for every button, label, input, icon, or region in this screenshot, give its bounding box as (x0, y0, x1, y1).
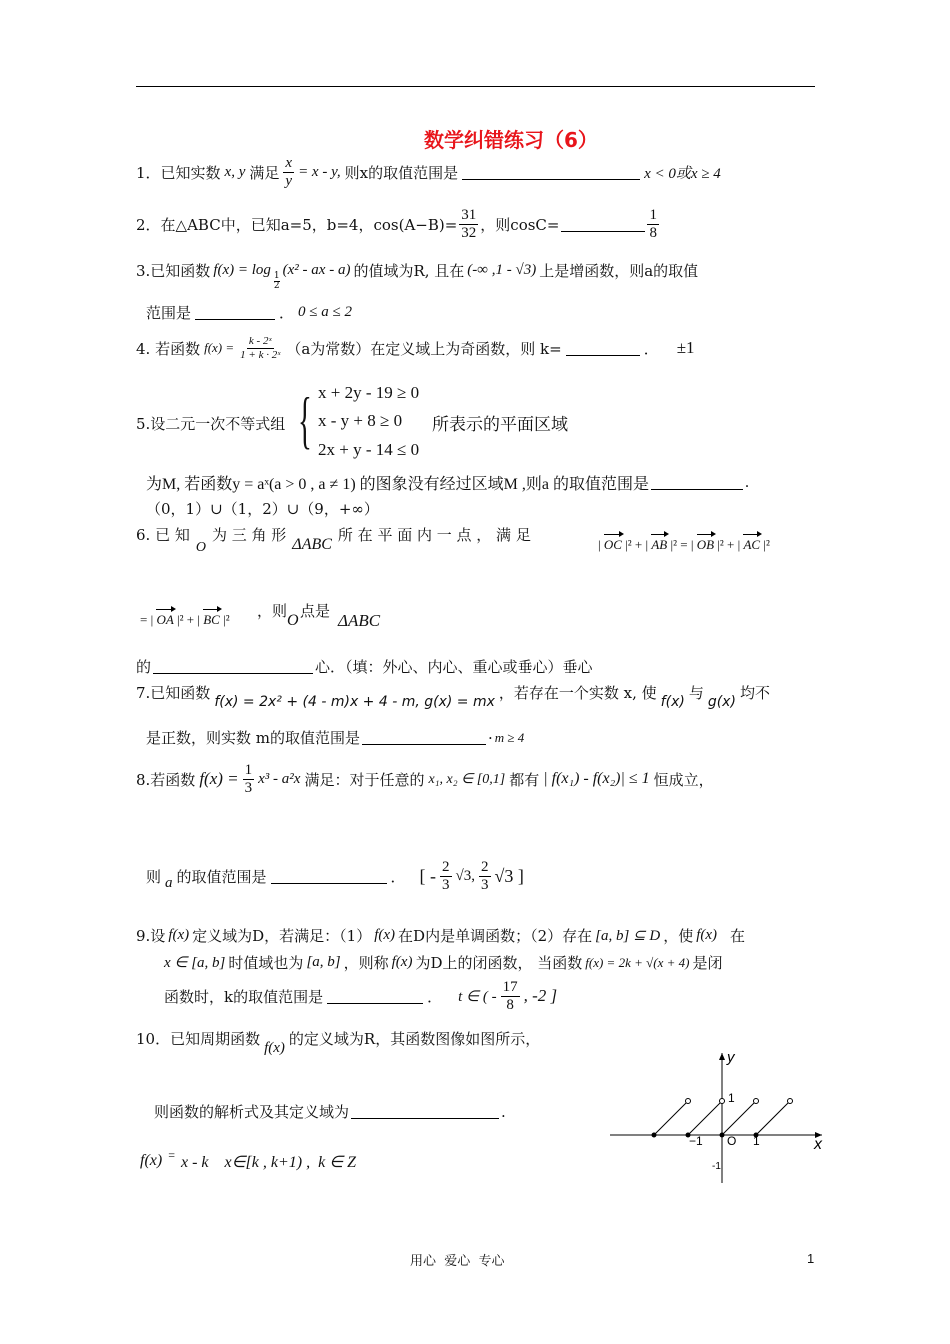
question-3-line2 (146, 302, 352, 323)
q9-answer-post: , -2 ] (523, 986, 558, 1005)
question-8 (136, 758, 714, 800)
q9-answer-pre: t ∈ ( - (458, 988, 497, 1005)
q7-dot: · (488, 728, 493, 747)
question-9-line2 (164, 952, 722, 973)
q2-blank[interactable] (561, 217, 645, 232)
q6-tri: ΔABC (292, 536, 332, 553)
q9-l2a: x ∈ [a, b] (164, 955, 226, 971)
q3-func: f(x) = log (213, 261, 271, 278)
origin-label: O (727, 1134, 737, 1148)
segment-end-circle-2 (720, 1099, 725, 1104)
q8-fraction (243, 762, 255, 797)
vec-ab: AB (651, 537, 668, 552)
q8-tail: 恒成立， (653, 770, 714, 789)
q5-line2: 为M, 若函数y = aˣ(a > 0 , a ≠ 1) 的图象没有经过区域M ,则a 的取值范围是 (146, 476, 649, 493)
q9-ab2: [a, b] (306, 954, 341, 970)
q3-tail: 上是增函数，则a的取值 (539, 261, 699, 280)
q8-prefix: 8.若函数 (136, 770, 196, 789)
q3-line2: 范围是 (146, 304, 192, 322)
q5-tail: . (744, 473, 749, 491)
q9-f1: f(x) (168, 927, 190, 943)
q2-text: 2．在△ABC中，已知a=5，b=4，cos(A−B)= (136, 215, 458, 234)
q4-tail: ． (643, 339, 659, 358)
q7-g: g(x) (707, 694, 736, 710)
q5-ineq-2: x - y + 8 ≥ 0 (318, 411, 403, 430)
q8-ans-num-1: 2 (442, 858, 450, 875)
question-6-line3 (136, 656, 593, 677)
question-6 (136, 522, 531, 558)
q5-prefix: 5.设二元一次不等式组 (136, 415, 286, 433)
tick-neg-one-y: -1 (712, 1161, 721, 1172)
q1-answer: x < 0或x ≥ 4 (644, 165, 721, 182)
q10-f: f(x) (264, 1040, 285, 1056)
q8-func: f(x) = (199, 769, 239, 788)
question-8-line2 (146, 850, 524, 902)
question-1 (136, 152, 721, 192)
q10-line2: 则函数的解析式及其定义域为 (154, 1103, 350, 1121)
q4-answer: ±1 (676, 338, 695, 357)
graph-segment-4 (756, 1101, 790, 1135)
q4-den: 1 + k · 2ˣ (240, 348, 281, 361)
q8-num: 1 (244, 761, 253, 778)
q9-l3b: ． (427, 987, 443, 1006)
q4-blank[interactable] (566, 341, 640, 356)
question-4 (136, 330, 695, 366)
page-number: 1 (807, 1251, 815, 1266)
q10-answer-f: f(x) (140, 1152, 163, 1169)
q8-answer-mid: √3, (455, 867, 476, 884)
q9-l1d: ，使 (663, 927, 694, 945)
q7-prefix: 7.已知函数 (136, 684, 211, 702)
q7-answer: m ≥ 4 (494, 729, 525, 745)
question-9 (136, 925, 745, 946)
q3-blank[interactable] (195, 305, 275, 320)
q8-line2b: 的取值范围是 (176, 867, 267, 886)
q8-ans-den-2: 3 (481, 876, 489, 893)
q8-line2: 则 (146, 867, 162, 886)
q8-blank[interactable] (271, 869, 387, 884)
q8-answer-right: √3 ] (494, 865, 524, 886)
graph-segment-3 (722, 1101, 756, 1135)
q8-answer-left: [ - (419, 865, 437, 886)
q9-func: f(x) = 2k + √(x + 4) (585, 954, 690, 970)
segment-end-circle-3 (754, 1099, 759, 1104)
q5-ineq-3: 2x + y - 14 ≤ 0 (318, 440, 420, 459)
tick-neg-one-x: −1 (689, 1134, 703, 1148)
vec-oc: OC (603, 537, 622, 552)
q4-mid: （a为常数）在定义域上为奇函数，则 k= (286, 339, 562, 358)
q6-tri-2: ΔABC (338, 611, 381, 630)
q7-blank[interactable] (362, 730, 486, 745)
q8-a: a (165, 874, 173, 891)
tick-one-y: 1 (728, 1091, 735, 1105)
y-axis-arrow (719, 1053, 725, 1060)
q2-answer (647, 207, 659, 242)
q4-prefix: 4. 若函数 (136, 339, 201, 358)
q3-prefix: 3.已知函数 (136, 261, 211, 280)
q9-l1e: 在 (730, 927, 746, 945)
q8-mid: 满足：对于任意的 (304, 770, 425, 789)
function-graph (600, 1045, 835, 1185)
q9-l2e: 是闭 (692, 954, 723, 972)
q3-answer: 0 ≤ a ≤ 2 (298, 304, 352, 320)
q6-line3-prefix: 的 (136, 658, 152, 676)
q7-tail: 均不 (739, 684, 770, 702)
q8-ans-num-2: 2 (481, 858, 489, 875)
q10-answer-eq: = (168, 1148, 175, 1162)
q6-then: ，则 (257, 602, 288, 620)
q1-num: x (285, 154, 293, 171)
segment-end-circle-4 (788, 1099, 793, 1104)
segment-start-dot-1 (652, 1133, 657, 1138)
q5-brace: { (298, 384, 312, 455)
q1-vars: x, y (224, 163, 246, 180)
q9-l1a: 9.设 (136, 927, 166, 945)
question-9-line3 (164, 974, 557, 1018)
q9-ans-num: 17 (502, 978, 518, 995)
q1-blank[interactable] (462, 165, 640, 180)
question-5-line2 (146, 471, 749, 494)
q9-ab: [a, b] ⊆ D (595, 928, 661, 944)
graph-segment-2 (688, 1101, 722, 1135)
q3-arg: (x² - ax - a) (282, 261, 351, 278)
q4-fraction (238, 335, 282, 362)
q9-l1c: 在D内是单调函数；（2）存在 (398, 927, 593, 945)
q10-answer-row (140, 1148, 357, 1172)
q6-mid2: 所 在 平 面 内 一 点 ， 满 足 (337, 526, 531, 544)
q6-equation-1: | OC |² + | AB |² = | OB |² + | AC |² (598, 537, 770, 552)
x-axis-label: x (814, 1136, 822, 1153)
q9-l2c: ，则称 (343, 954, 389, 972)
q8-vars: x₁, x₂ ∈ [0,1] (428, 771, 506, 787)
question-10-line2 (154, 1101, 506, 1122)
q9-f2: f(x) (374, 927, 396, 943)
q3-dot: ． (279, 304, 295, 322)
q8-ans-fraction-1 (440, 859, 452, 894)
q7-mid: ，若存在一个实数 x, 使 (498, 684, 657, 702)
q3-interval: (-∞ ,1 - √3) (467, 261, 537, 278)
q7-line2: 是正数，则实数 m的取值范围是 (146, 729, 360, 747)
q5-region: 所表示的平面区域 (432, 415, 568, 434)
q3-mid: 的值域为R, 且在 (353, 261, 465, 280)
vec-ac: AC (743, 537, 761, 552)
q2-ans-num: 1 (649, 206, 657, 223)
q10-prefix: 10．已知周期函数 (136, 1030, 261, 1048)
q9-ans-fraction (501, 979, 520, 1014)
question-10 (136, 1026, 540, 1062)
q8-rest: x³ - a²x (258, 770, 301, 787)
q10-answer: x - k x∈[k , k+1) , k ∈ Z (180, 1154, 357, 1171)
y-axis-label: y (727, 1049, 735, 1066)
q9-l1b: 定义域为D，若满足：（1） (192, 927, 372, 945)
graph-segment-1 (654, 1101, 688, 1135)
q6-mid: 为 三 角 形 (211, 526, 287, 544)
header-rule (136, 86, 815, 87)
vec-bc: BC (203, 612, 220, 627)
q5-blank[interactable] (651, 475, 743, 490)
q8-ans-den-1: 3 (442, 876, 450, 893)
q7-and: 与 (688, 684, 704, 702)
segment-start-dot-3 (720, 1133, 725, 1138)
q1-prefix: 1．已知实数 (136, 163, 221, 182)
q6-o: O (195, 540, 206, 555)
footer-motto: 用心 爱心 专心 (410, 1254, 505, 1269)
q5-answer: （0，1）∪（1，2）∪（9，+∞） (146, 500, 379, 518)
q2-den: 32 (461, 224, 477, 241)
q1-den: y (285, 172, 293, 189)
q8-ineq: | f(x₁) - f(x₂)| ≤ 1 (543, 770, 650, 787)
q2-num: 31 (461, 206, 477, 223)
segment-end-circle-1 (686, 1099, 691, 1104)
q9-l2d: 为D上的闭函数， 当函数 (415, 954, 583, 972)
q5-ineq-1: x + 2y - 19 ≥ 0 (318, 383, 420, 402)
q6-o-2: O (287, 612, 299, 629)
q2-ans-den: 8 (649, 224, 657, 241)
q6-blank[interactable] (153, 659, 313, 674)
q6-equation-2: = | OA |² + | BC |² (140, 612, 230, 627)
q6-prefix: 6. 已 知 (136, 526, 190, 544)
q4-func: f(x) = (204, 340, 235, 355)
question-7-line2 (146, 727, 524, 748)
q2-tail: ，则cosC= (480, 215, 560, 234)
q8-dot: ． (390, 867, 406, 886)
q1-cond: 满足 (249, 163, 280, 182)
vec-ob: OB (696, 537, 715, 552)
q3-log-base (274, 272, 280, 291)
q8-den: 3 (244, 779, 253, 796)
q7-func: f(x) = 2x² + (4 - m)x + 4 - m, g(x) = mx (214, 694, 495, 710)
q9-f3: f(x) (696, 927, 718, 943)
q8-mid2: 都有 (509, 770, 540, 789)
page-title: 数学纠错练习（6） (424, 128, 598, 152)
vec-oa: OA (156, 612, 174, 627)
q8-ans-fraction-2 (479, 859, 491, 894)
q4-num: k - 2ˣ (248, 334, 272, 347)
q9-l3: 函数时，k的取值范围是 (164, 987, 324, 1006)
q3-base-num: 1 (273, 270, 280, 281)
q1-rhs: = x - y, (298, 163, 341, 180)
q7-f: f(x) (660, 694, 685, 710)
q9-f4: f(x) (391, 954, 413, 970)
q9-ans-den: 8 (506, 996, 514, 1013)
question-7 (136, 682, 770, 716)
question-3 (136, 255, 699, 291)
q1-fraction (283, 155, 294, 190)
q9-blank[interactable] (327, 989, 423, 1004)
q2-fraction (459, 207, 478, 242)
question-2 (136, 203, 659, 245)
q6-line3-tail: 心．（填：外心、内心、重心或垂心）垂心 (315, 658, 593, 676)
q1-tail: 则x的取值范围是 (344, 163, 459, 182)
q3-base-den: 2 (273, 280, 280, 291)
q6-point: 点是 (300, 602, 331, 620)
tick-one-x: 1 (753, 1134, 760, 1148)
q10-blank[interactable] (351, 1104, 499, 1119)
q9-l2b: 时值域也为 (228, 954, 304, 972)
q10-line2-tail: . (501, 1102, 506, 1121)
q10-tail: 的定义域为R，其函数图像如图所示， (288, 1030, 541, 1048)
